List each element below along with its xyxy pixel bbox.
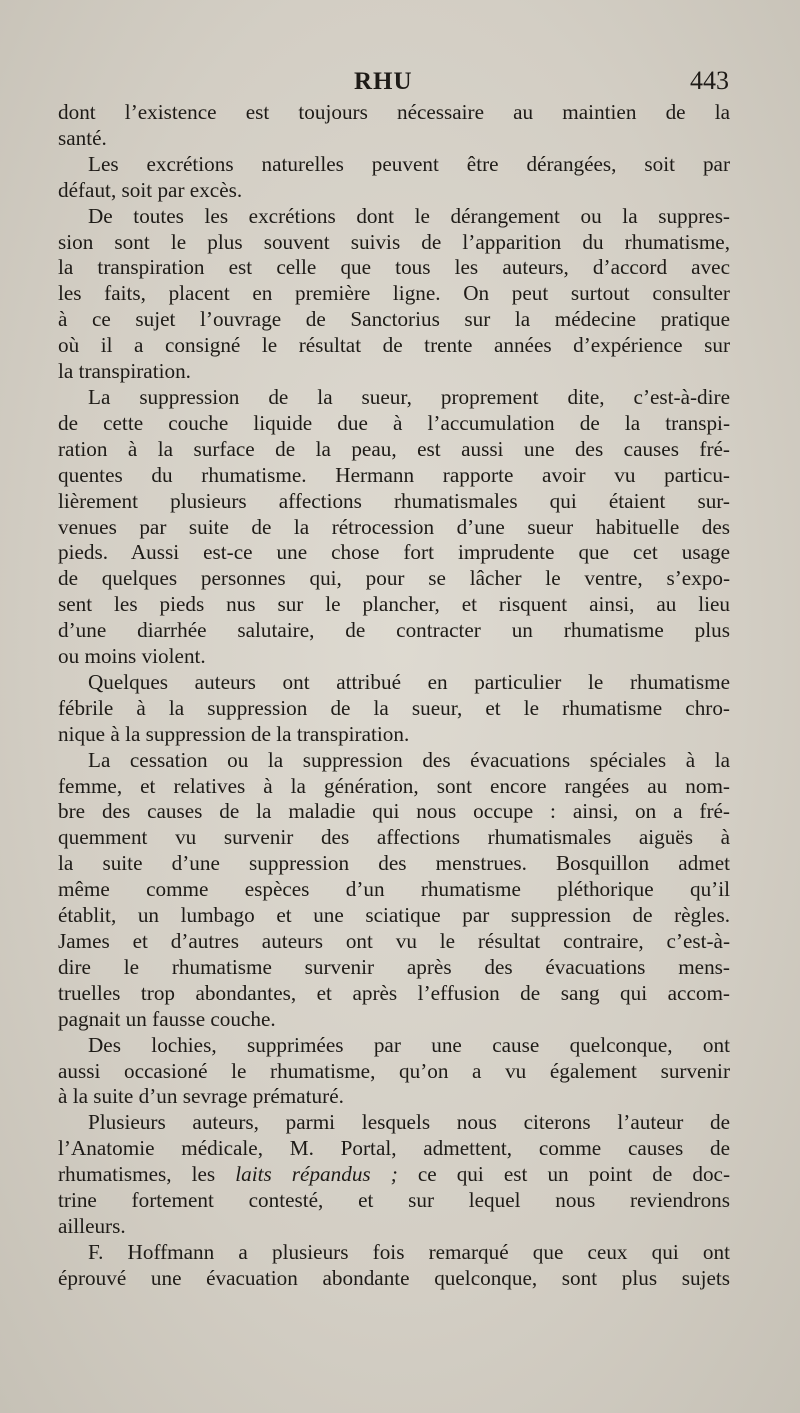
text-line [58,307,730,333]
text-line [58,1007,730,1033]
text-segment: d’une diarrhée salutaire, de contracter un rhumatisme plus [58,618,730,643]
text-segment: Des lochies, supprimées par une cause quelconque, ont [88,1032,730,1057]
text-line [58,152,730,178]
text-segment: défaut, soit par excès. [58,177,243,202]
text-segment: éprouvé une évacuation abondante quelconque, sont plus sujets [58,1265,730,1290]
text-line [58,1240,730,1266]
text-line [58,204,730,230]
text-segment: F. Hoffmann a plusieurs fois remarqué que ceux qui ont [88,1239,730,1264]
text-line [58,126,730,152]
text-line [58,929,730,955]
text-line [58,1266,730,1292]
text-segment: pagnait un fausse couche. [58,1006,276,1031]
text-line [58,515,730,541]
page-header [0,68,800,104]
text-line [58,644,730,670]
text-segment: sion sont le plus souvent suivis de l’apparition du rhumatisme, [58,229,730,254]
text-segment: dire le rhumatisme survenir après des évacuations mens- [58,954,730,979]
text-segment: pieds. Aussi est-ce une chose fort imprudente que cet usage [58,540,730,565]
text-line [58,230,730,256]
text-line [58,178,730,204]
text-line [58,100,730,126]
text-segment: venues par suite de la rétrocession d’une sueur habituelle des [58,514,730,539]
text-line [58,385,730,411]
text-line [58,281,730,307]
text-line [58,748,730,774]
text-segment: même comme espèces d’un rhumatisme pléthorique qu’il [58,877,730,902]
text-line [58,955,730,981]
text-segment: Plusieurs auteurs, parmi lesquels nous citerons l’auteur de [88,1110,730,1135]
text-segment: rhumatismes, les [58,1162,236,1187]
text-line [58,825,730,851]
text-segment: la transpiration est celle que tous les auteurs, d’accord avec [58,255,730,280]
text-segment: les faits, placent en première ligne. On peut surtout consulter [58,281,730,306]
text-segment: de cette couche liquide due à l’accumulation de la transpi- [58,410,730,435]
text-line [58,1162,730,1188]
text-line [58,333,730,359]
text-segment: ce qui est un point de doc- [397,1162,731,1187]
text-line [58,851,730,877]
text-line [58,877,730,903]
text-segment: santé. [58,125,107,150]
text-segment: la suite d’une suppression des menstrues. Bosquillon admet [58,851,730,876]
text-line [58,1188,730,1214]
text-line [58,255,730,281]
text-line [58,981,730,1007]
text-segment: quemment vu survenir des affections rhumatismales aiguës à [58,825,730,850]
text-segment: truelles trop abondantes, et après l’effusion de sang qui accom- [58,980,730,1005]
text-line [58,722,730,748]
text-line [58,1059,730,1085]
text-line [58,670,730,696]
text-segment: Quelques auteurs ont attribué en particulier le rhumatisme [88,669,730,694]
text-segment: ration à la surface de la peau, est aussi une des causes fré- [58,436,730,461]
text-line [58,618,730,644]
text-segment: Les excrétions naturelles peuvent être dérangées, soit par [88,151,730,176]
text-segment: De toutes les excrétions dont le dérangement ou la suppres- [88,203,730,228]
text-line [58,1214,730,1240]
text-line [58,592,730,618]
text-segment: lièrement plusieurs affections rhumatismales qui étaient sur- [58,488,730,513]
text-segment: ailleurs. [58,1213,126,1238]
text-line [58,1033,730,1059]
text-segment: à ce sujet l’ouvrage de Sanctorius sur la médecine pratique [58,307,730,332]
text-line [58,1110,730,1136]
text-line [58,566,730,592]
text-segment: nique à la suppression de la transpiration. [58,721,410,746]
text-segment: femme, et relatives à la génération, sont encore rangées au nom- [58,773,730,798]
italic-phrase: laits répandus ; [235,1162,398,1187]
text-segment: de quelques personnes qui, pour se lâcher le ventre, s’expo- [58,566,730,591]
text-segment: l’Anatomie médicale, M. Portal, admettent, comme causes de [58,1136,730,1161]
text-line [58,437,730,463]
text-segment: La cessation ou la suppression des évacuations spéciales à la [88,747,730,772]
text-segment: James et d’autres auteurs ont vu le résultat contraire, c’est-à- [58,929,730,953]
text-line [58,540,730,566]
text-segment: la transpiration. [58,359,191,384]
text-segment: quentes du rhumatisme. Hermann rapporte avoir vu particu- [58,462,730,487]
text-line [58,903,730,929]
text-line [58,774,730,800]
text-line [58,411,730,437]
text-segment: établit, un lumbago et une sciatique par suppression de règles. [58,903,730,928]
page-number: 443 [690,66,729,95]
text-segment: ou moins violent. [58,644,206,669]
text-segment: sent les pieds nus sur le plancher, et risquent ainsi, au lieu [58,592,730,617]
text-segment: aussi occasioné le rhumatisme, qu’on a vu également survenir [58,1058,730,1083]
text-segment: dont l’existence est toujours nécessaire au maintien de la [58,100,730,124]
text-line [58,696,730,722]
text-line [58,463,730,489]
text-line [58,1084,730,1110]
text-segment: trine fortement contesté, et sur lequel nous reviendrons [58,1188,730,1213]
running-head: RHU [354,68,413,95]
text-line [58,489,730,515]
text-line [58,1136,730,1162]
text-line [58,799,730,825]
text-line [58,359,730,385]
body-text [58,100,730,1292]
text-segment: fébrile à la suppression de la sueur, et le rhumatisme chro- [58,695,730,720]
text-segment: La suppression de la sueur, proprement dite, c’est-à-dire [88,384,730,409]
text-segment: bre des causes de la maladie qui nous occupe : ainsi, on a fré- [58,799,730,824]
text-segment: où il a consigné le résultat de trente années d’expérience sur [58,333,730,358]
text-segment: à la suite d’un sevrage prématuré. [58,1084,344,1109]
